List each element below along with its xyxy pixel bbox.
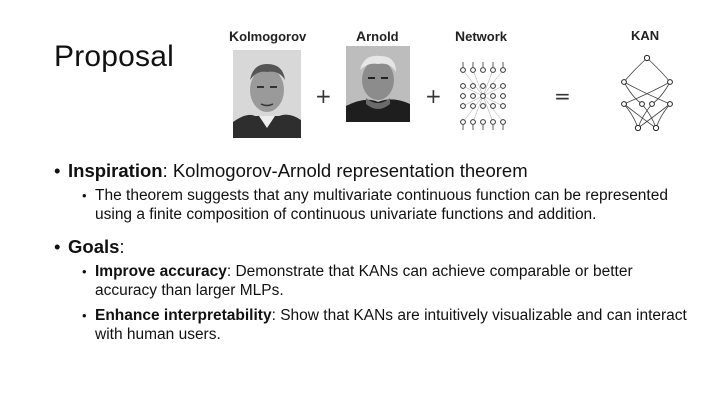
label-arnold: Arnold	[356, 28, 399, 44]
bullet-heading: Inspiration	[68, 160, 163, 181]
bullet-text: : Kolmogorov-Arnold representation theorem	[162, 160, 528, 181]
plus-sign-2: +	[425, 84, 442, 108]
sub-bullet-text: : Show that KANs are intuitively visualizable and can interact with human users.	[95, 307, 687, 343]
bullet-goals	[54, 236, 694, 258]
bullet-inspiration	[54, 160, 694, 182]
sub-bullet-heading: Improve accuracy	[95, 263, 227, 280]
sub-bullet-interpretability	[54, 306, 694, 344]
sub-bullet-text: The theorem suggests that any multivariate continuous function can be represented using a finite composition of continuous univariate functions and addition.	[95, 187, 668, 223]
bullet-text: :	[119, 236, 125, 257]
sub-bullet-theorem	[54, 186, 694, 224]
bullet-heading: Goals	[68, 236, 120, 257]
label-kolmogorov: Kolmogorov	[229, 28, 307, 44]
kolmogorov-portrait	[233, 50, 301, 138]
arnold-portrait	[346, 46, 410, 122]
sub-bullet-accuracy	[54, 262, 694, 300]
network-diagram	[455, 60, 511, 132]
bullet-list	[54, 160, 694, 350]
label-network: Network	[455, 28, 508, 44]
equals-sign: =	[554, 84, 571, 108]
slide-title: Proposal	[54, 40, 175, 73]
label-kan: KAN	[631, 28, 660, 43]
kan-diagram	[612, 52, 682, 134]
sub-bullet-text: : Demonstrate that KANs can achieve comparable or better accuracy than larger MLPs.	[95, 263, 633, 299]
plus-sign-1: +	[315, 84, 332, 108]
sub-bullet-heading: Enhance interpretability	[95, 307, 272, 324]
